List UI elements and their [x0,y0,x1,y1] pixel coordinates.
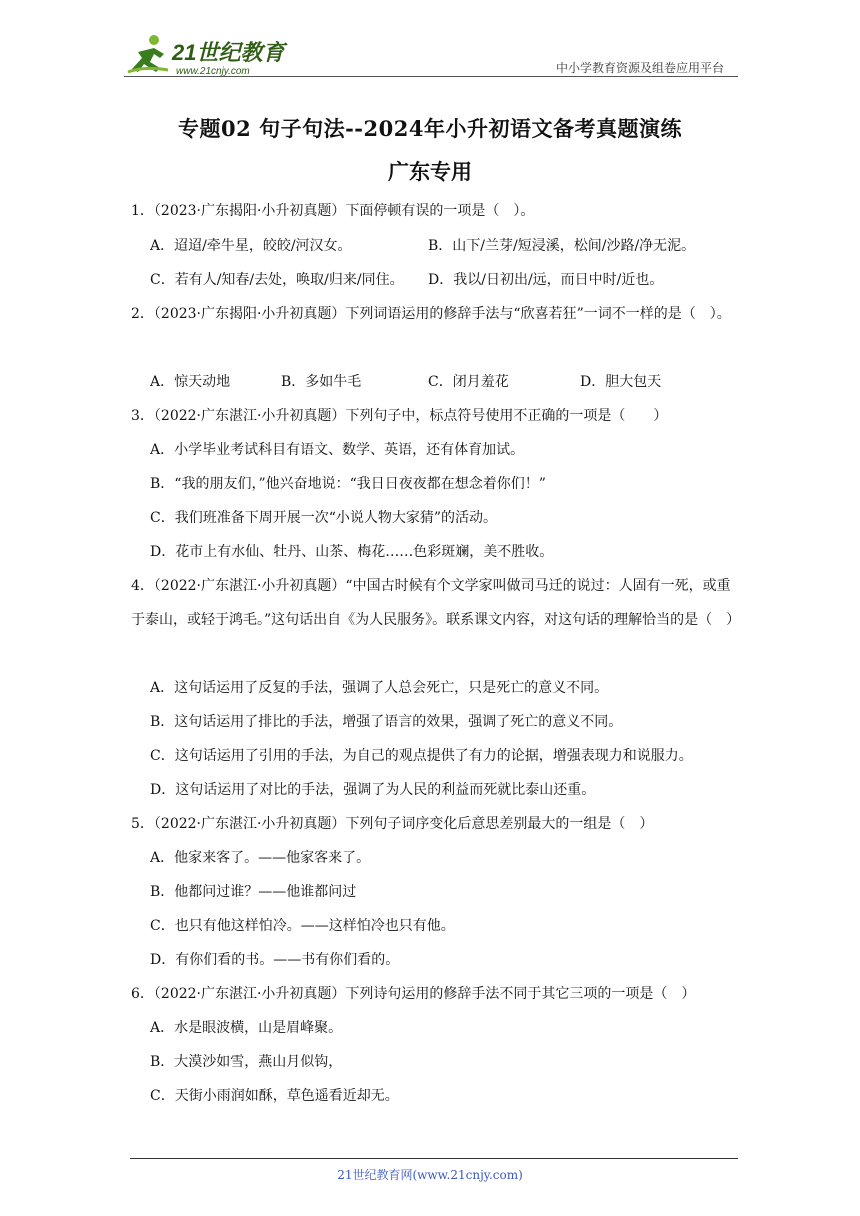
question-2-option-d: D．胆大包天 [580,374,662,390]
question-1-option-c: C．若有人/知春/去处，唤取/归来/同住。 [150,272,404,288]
question-3-option-d: D．花市上有水仙、牡丹、山茶、梅花……色彩斑斓，美不胜收。 [150,544,554,560]
document-title: 专题02 句子句法--2024年小升初语文备考真题演练 [178,116,682,141]
question-3-option-a: A．小学毕业考试科目有语文、数学、英语，还有体育加试。 [150,442,525,458]
question-5-option-b: B．他都问过谁？——他谁都问过 [150,884,357,900]
question-6-option-b: B．大漠沙如雪，燕山月似钩， [150,1054,343,1070]
question-4-option-c: C．这句话运用了引用的手法，为自己的观点提供了有力的论据，增强表现力和说服力。 [150,748,693,764]
logo-text: 21世纪教育 [172,40,285,65]
question-4-option-a: A．这句话运用了反复的手法，强调了人总会死亡，只是死亡的意义不同。 [150,680,609,696]
question-3-text: 3．（2022·广东湛江·小升初真题）下列句子中，标点符号使用不正确的一项是（ ） [131,408,668,424]
header-divider [124,76,738,77]
question-1-option-b: B．山下/兰芽/短浸溪，松间/沙路/净无泥。 [428,238,696,254]
question-4-option-d: D．这句话运用了对比的手法，强调了为人民的利益而死就比泰山还重。 [150,782,596,798]
runner-icon [128,35,168,72]
question-2-option-c: C．闭月羞花 [428,374,509,390]
platform-name: 中小学教育资源及组卷应用平台 [555,61,724,75]
question-6-option-c: C．天街小雨润如酥，草色遥看近却无。 [150,1088,399,1104]
footer-divider [130,1158,738,1159]
question-5-option-d: D．有你们看的书。——书有你们看的。 [150,952,400,968]
question-1-text: 1．（2023·广东揭阳·小升初真题）下面停顿有误的一项是（ ）。 [131,203,535,219]
footer-link[interactable]: 21世纪教育网(www.21cnjy.com) [337,1168,523,1182]
question-5-option-a: A．他家来客了。——他家客来了。 [150,850,371,866]
question-6-option-a: A．水是眼波横，山是眉峰聚。 [150,1020,343,1036]
question-1-option-a: A．迢迢/牵牛星，皎皎/河汉女。 [150,238,352,254]
question-2-option-a: A．惊天动地 [150,374,231,390]
question-3-option-b: B．“我的朋友们，”他兴奋地说：“我日日夜夜都在想念着你们！” [150,476,546,492]
question-2-option-b: B．多如牛毛 [281,374,362,390]
question-5-text: 5．（2022·广东湛江·小升初真题）下列句子词序变化后意思差别最大的一组是（ ） [131,816,654,832]
question-5-option-c: C．也只有他这样怕冷。——这样怕冷也只有他。 [150,918,455,934]
question-2-text: 2．（2023·广东揭阳·小升初真题）下列词语运用的修辞手法与“欣喜若狂”一词不一样的是（ ）。 [131,306,731,322]
logo-url: www.21cnjy.com [176,66,250,77]
site-logo [124,32,294,78]
question-4-option-b: B．这句话运用了排比的手法，增强了语言的效果，强调了死亡的意义不同。 [150,714,623,730]
document-subtitle: 广东专用 [388,159,472,184]
page-header [124,32,738,78]
question-4-text: 4．（2022·广东湛江·小升初真题）“中国古时候有个文学家叫做司马迁的说过：人固有一死，或重于泰山，或轻于鸿毛。”这句话出自《为人民服务》。联系课文内容，对这句话的理解恰当的是（ ） [131,578,741,628]
question-3-option-c: C．我们班准备下周开展一次“小说人物大家猜”的活动。 [150,510,498,526]
question-6-text: 6．（2022·广东湛江·小升初真题）下列诗句运用的修辞手法不同于其它三项的一项是（ ） [131,986,696,1002]
question-1-option-d: D．我以/日初出/远，而日中时/近也。 [428,272,664,288]
